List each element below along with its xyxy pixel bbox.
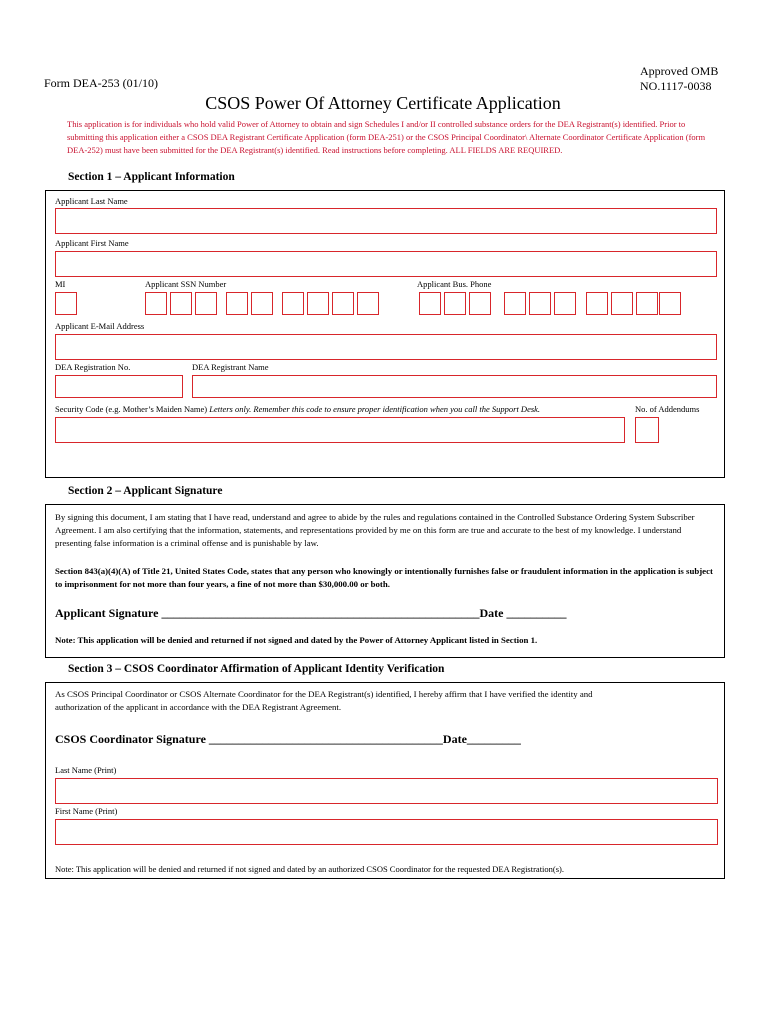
page-title	[0, 93, 770, 114]
applicant-signature-line[interactable]: Applicant Signature _____________________________________________________Date __________	[55, 606, 567, 620]
phone-digit-1[interactable]	[419, 292, 441, 315]
phone-label: Applicant Bus. Phone	[417, 279, 492, 289]
ssn-digit-8[interactable]	[332, 292, 354, 315]
section2-heading: Section 2 – Applicant Signature	[68, 485, 223, 497]
email-input[interactable]	[55, 334, 717, 360]
section2-note: Note: This application will be denied and returned if not signed and dated by the Power of Attorney Applicant listed in Section 1.	[55, 635, 538, 645]
ssn-input[interactable]	[145, 292, 385, 315]
ssn-digit-2[interactable]	[170, 292, 192, 315]
email-label: Applicant E-Mail Address	[55, 321, 145, 331]
addendums-input[interactable]	[635, 417, 659, 443]
phone-digit-5[interactable]	[529, 292, 551, 315]
omb-line-2: NO.1117-0038	[640, 79, 712, 93]
ssn-digit-7[interactable]	[307, 292, 329, 315]
phone-digit-4[interactable]	[504, 292, 526, 315]
legal-warning: Section 843(a)(4)(A) of Title 21, United States Code, states that any person who knowingly or intentionally furnishes false or fraudulent information in the application is subject to imprisonment for not more than four years, a fine of not more than $30,000.00 or both.	[55, 566, 713, 589]
ssn-digit-9[interactable]	[357, 292, 379, 315]
omb-line-1: Approved OMB	[640, 64, 719, 78]
security-label-row	[55, 404, 635, 414]
coordinator-signature-line[interactable]: CSOS Coordinator Signature _______________________________________Date_________	[55, 732, 521, 746]
phone-digit-7[interactable]	[586, 292, 608, 315]
coordinator-first-name-label: First Name (Print)	[55, 806, 118, 816]
last-name-input[interactable]	[55, 208, 717, 234]
first-name-input[interactable]	[55, 251, 717, 277]
coordinator-first-name-input[interactable]	[55, 819, 718, 845]
security-label: Security Code (e.g. Mother’s Maiden Name)	[55, 404, 208, 414]
section3-heading: Section 3 – CSOS Coordinator Affirmation of Applicant Identity Verification	[68, 663, 445, 675]
section3-note: Note: This application will be denied and returned if not signed and dated by an authorized CSOS Coordinator for the requested DEA Registration(s).	[55, 864, 565, 874]
signature-statement: By signing this document, I am stating that I have read, understand and agree to abide by the rules and regulations contained in the Controlled Substance Ordering System Subscriber Agreement. I am also certifying that the information, statements, and representations provided by me on this form are true and accurate to the best of my knowledge. I understand presenting false information is a criminal offense and is punishable by law.	[55, 512, 695, 548]
phone-digit-9[interactable]	[636, 292, 658, 315]
coordinator-statement: As CSOS Principal Coordinator or CSOS Alternate Coordinator for the DEA Registrant(s) identified, I hereby affirm that I have verified the identity and authorization of the applicant in accordance with the DEA Registrant Agreement.	[55, 689, 593, 712]
page-title-text: CSOS Power Of Attorney Certificate Application	[205, 93, 561, 113]
coordinator-last-name-input[interactable]	[55, 778, 718, 804]
ssn-label: Applicant SSN Number	[145, 279, 227, 289]
mi-input[interactable]	[55, 292, 77, 315]
phone-digit-3[interactable]	[469, 292, 491, 315]
mi-label: MI	[55, 279, 66, 289]
ssn-digit-3[interactable]	[195, 292, 217, 315]
phone-digit-6[interactable]	[554, 292, 576, 315]
section3-box	[45, 682, 725, 879]
dea-reg-label: DEA Registration No.	[55, 362, 131, 372]
section1-box	[45, 190, 725, 478]
security-code-input[interactable]	[55, 417, 625, 443]
ssn-digit-4[interactable]	[226, 292, 248, 315]
phone-input[interactable]	[419, 292, 681, 315]
last-name-label: Applicant Last Name	[55, 196, 128, 206]
ssn-digit-1[interactable]	[145, 292, 167, 315]
ssn-digit-6[interactable]	[282, 292, 304, 315]
phone-digit-8[interactable]	[611, 292, 633, 315]
section1-heading: Section 1 – Applicant Information	[68, 171, 235, 183]
phone-digit-2[interactable]	[444, 292, 466, 315]
phone-digit-10[interactable]	[659, 292, 681, 315]
dea-name-input[interactable]	[192, 375, 717, 398]
form-id: Form DEA-253 (01/10)	[44, 76, 158, 90]
coordinator-last-name-label: Last Name (Print)	[55, 765, 117, 775]
section2-box	[45, 504, 725, 658]
ssn-digit-5[interactable]	[251, 292, 273, 315]
intro-text: This application is for individuals who hold valid Power of Attorney to obtain and sign Schedules I and/or II controlled substance orders for the DEA Registrant(s) identified. Prior to submitting this application either a CSOS DEA Registrant Certificate Application (form DEA-251) or the CSOS Principal Coordinator\ Alternate Coordinator Certificate Application (form DEA-252) must have been submitted for the DEA Registrant(s) identified. Read instructions before completing. ALL FIELDS ARE REQUIRED.	[67, 119, 706, 155]
dea-reg-input[interactable]	[55, 375, 183, 398]
addendums-label: No. of Addendums	[635, 404, 700, 414]
security-note: Letters only. Remember this code to ensure proper identification when you call the Support Desk.	[209, 404, 541, 414]
first-name-label: Applicant First Name	[55, 238, 129, 248]
dea-name-label: DEA Registrant Name	[192, 362, 269, 372]
omb-approval	[640, 64, 718, 94]
